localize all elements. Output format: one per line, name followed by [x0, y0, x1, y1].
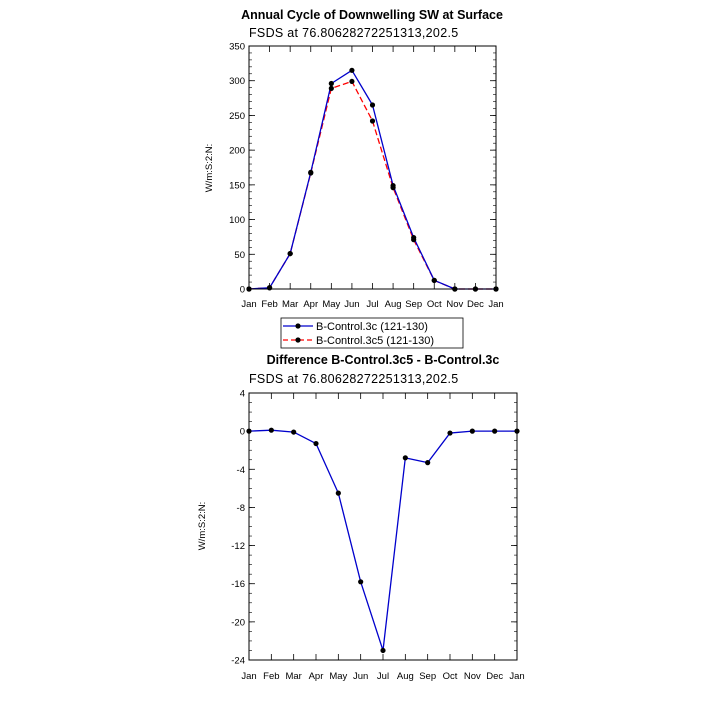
chart1-xtick-label: Apr	[303, 299, 319, 310]
chart1-series-0-point	[411, 235, 416, 240]
chart2-plot-frame	[249, 393, 517, 660]
chart1-series-0-point	[390, 183, 395, 188]
chart2-series-0-point	[403, 455, 408, 460]
chart1-xtick-label: Jun	[344, 299, 360, 310]
chart1-plot-frame	[249, 46, 496, 289]
chart1-ytick-label: 250	[229, 110, 245, 122]
chart1-series-1-point	[349, 79, 354, 84]
chart1-xtick-label: Feb	[261, 299, 278, 310]
chart2-series-0-point	[470, 429, 475, 434]
chart2-xtick-label: May	[329, 671, 348, 682]
chart1-ytick-label: 0	[239, 284, 245, 296]
chart2-xtick-label: Apr	[308, 671, 324, 682]
chart2-series-0-point	[380, 648, 385, 653]
chart2-xtick-label: Nov	[463, 671, 481, 682]
chart2-title: Difference B-Control.3c5 - B-Control.3c	[266, 353, 500, 367]
chart1-ylabel: W/m:S:2:N:	[204, 143, 215, 193]
chart2-series-0-point	[358, 579, 363, 584]
legend	[281, 318, 463, 348]
difference-chart	[197, 353, 525, 682]
chart2-series-0-point	[447, 430, 452, 435]
chart1-title: Annual Cycle of Downwelling SW at Surface	[241, 8, 503, 22]
chart1-ytick-label: 300	[229, 76, 245, 88]
chart2-series-0-point	[336, 491, 341, 496]
chart2-ylabel: W/m:S:2:N:	[197, 501, 208, 551]
chart1-xtick-label: Nov	[446, 299, 464, 310]
chart1-ytick-label: 50	[234, 249, 245, 261]
chart1-ytick-label: 100	[229, 215, 245, 227]
chart2-ytick-label: -20	[231, 617, 245, 629]
chart1-xtick-label: Jan	[241, 299, 257, 310]
chart2-series-0-point	[291, 429, 296, 434]
chart1-xtick-label: Jul	[366, 299, 379, 310]
chart2-ytick-label: -12	[231, 541, 245, 553]
chart2-series-0-point	[425, 460, 430, 465]
chart1-ytick-label: 200	[229, 145, 245, 157]
chart2-series-0-point	[492, 429, 497, 434]
chart2-series-0-point	[313, 441, 318, 446]
chart2-xtick-label: Dec	[486, 671, 504, 682]
chart2-series-0-point	[269, 428, 274, 433]
chart1-xtick-label: Jan	[488, 299, 504, 310]
chart2-ytick-label: -16	[231, 579, 245, 591]
chart2-xtick-label: Feb	[263, 671, 280, 682]
chart1-xtick-label: Mar	[281, 299, 299, 310]
chart1-subtitle: FSDS at 76.80628272251313,202.5	[249, 26, 459, 40]
chart2-ytick-label: 0	[239, 426, 245, 438]
chart1-series-1-point	[329, 86, 334, 91]
chart2-xtick-label: Mar	[285, 671, 302, 682]
chart2-ytick-label: -8	[236, 502, 245, 514]
chart1-series-0-point	[288, 251, 293, 256]
chart1-ytick-label: 150	[229, 180, 245, 192]
chart1-series-0-point	[267, 285, 272, 290]
chart2-xtick-label: Jan	[509, 671, 525, 682]
chart1-series-0-point	[349, 68, 354, 73]
chart1-xtick-label: Sep	[405, 299, 423, 310]
chart2-xtick-label: Oct	[442, 671, 458, 682]
chart1-xtick-label: Dec	[466, 299, 484, 310]
chart2-xtick-label: Jan	[241, 671, 257, 682]
legend-marker-3c	[295, 323, 300, 328]
legend-label-3c: B-Control.3c (121-130)	[316, 321, 428, 333]
chart1-series-0-point	[432, 278, 437, 283]
legend-marker-3c5	[295, 337, 300, 342]
chart1-xtick-label: Aug	[384, 299, 402, 310]
chart2-xtick-label: Jun	[353, 671, 369, 682]
chart2-ytick-label: 4	[239, 388, 245, 400]
chart1-xtick-label: May	[322, 299, 341, 310]
chart2-xtick-label: Jul	[376, 671, 390, 682]
chart2-xtick-label: Sep	[419, 671, 437, 682]
chart1-series-1-line	[249, 81, 496, 289]
chart2-xtick-label: Aug	[396, 671, 414, 682]
chart1-series-1-point	[370, 118, 375, 123]
legend-label-3c5: B-Control.3c5 (121-130)	[316, 335, 435, 347]
chart1-series-0-point	[308, 170, 313, 175]
chart2-series-0-line	[249, 430, 517, 650]
chart1-ytick-label: 350	[229, 41, 245, 53]
chart1-series-0-point	[370, 102, 375, 107]
chart2-ytick-label: -24	[231, 655, 245, 667]
chart2-ytick-label: -4	[236, 464, 245, 476]
chart1-xtick-label: Oct	[426, 299, 442, 310]
chart1-series-0-point	[329, 81, 334, 86]
chart2-subtitle: FSDS at 76.80628272251313,202.5	[249, 372, 459, 386]
annual-cycle-chart	[204, 8, 504, 310]
